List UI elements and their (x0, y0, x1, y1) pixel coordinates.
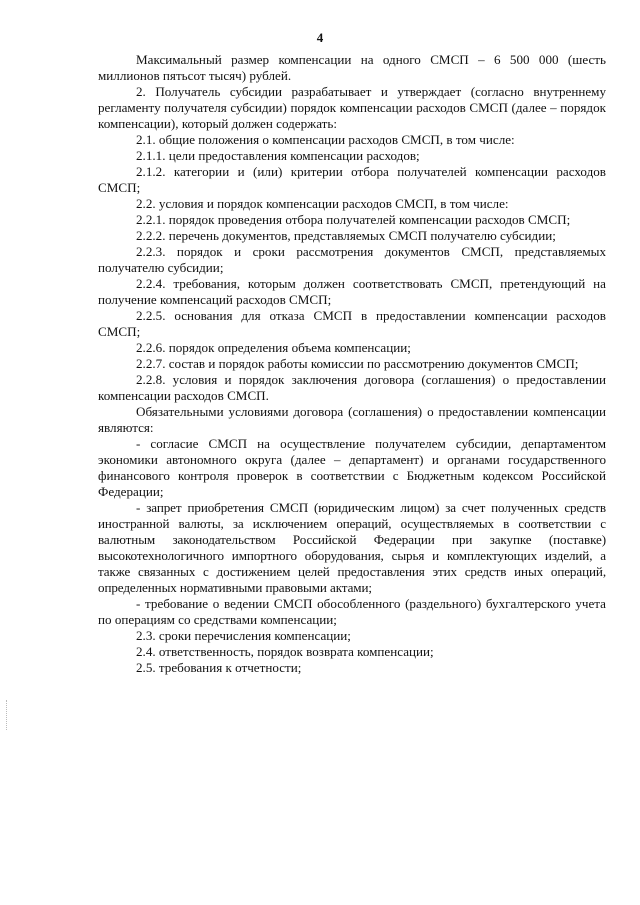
paragraph-2-5: 2.5. требования к отчетности; (136, 660, 302, 675)
document-body (98, 52, 606, 676)
paragraph-2-2-1: 2.2.1. порядок проведения отбора получателей компенсации расходов СМСП; (136, 212, 571, 227)
scan-margin-mark (6, 700, 8, 730)
list-item-currency-ban: - запрет приобретения СМСП (юридическим лицом) за счет полученных средств иностранной валюты, за исключением операций, осуществляемых в соответствии с валютным законодательством Российской Федерации при закупке (поставке) высокотехнологичного импортного оборудования, сырья и комплектующих изделий, а также связанных с достижением целей предоставления этих средств иных операций, определенных нормативными правовыми актами; (98, 500, 606, 595)
list-item-separate-accounting: - требование о ведении СМСП обособленного (раздельного) бухгалтерского учета по операциям со средствами компенсации; (98, 596, 606, 627)
paragraph-2-2-6: 2.2.6. порядок определения объема компенсации; (136, 340, 411, 355)
paragraph-2-2-7: 2.2.7. состав и порядок работы комиссии по рассмотрению документов СМСП; (136, 356, 579, 371)
paragraph-2-2: 2.2. условия и порядок компенсации расходов СМСП, в том числе: (136, 196, 509, 211)
page-number: 4 (316, 30, 324, 45)
paragraph-2-2-5: 2.2.5. основания для отказа СМСП в предоставлении компенсации расходов СМСП; (98, 308, 606, 339)
paragraph-2-2-3: 2.2.3. порядок и сроки рассмотрения документов СМСП, представляемых получателю субсидии; (98, 244, 606, 275)
paragraph-2-3: 2.3. сроки перечисления компенсации; (136, 628, 351, 643)
paragraph-2-2-8: 2.2.8. условия и порядок заключения договора (соглашения) о предоставлении компенсации расходов СМСП. (98, 372, 606, 403)
paragraph-2-2-4: 2.2.4. требования, которым должен соответствовать СМСП, претендующий на получение компенсаций расходов СМСП; (98, 276, 606, 307)
paragraph-2-1-1: 2.1.1. цели предоставления компенсации расходов; (136, 148, 420, 163)
paragraph-2-1: 2.1. общие положения о компенсации расходов СМСП, в том числе: (136, 132, 515, 147)
paragraph-2: 2. Получатель субсидии разрабатывает и утверждает (согласно внутреннему регламенту получателя субсидии) порядок компенсации расходов СМСП (далее – порядок компенсации), который должен содержать: (98, 84, 606, 131)
paragraph-mandatory-conditions: Обязательными условиями договора (соглашения) о предоставлении компенсации являются: (98, 404, 606, 435)
paragraph-max-compensation: Максимальный размер компенсации на одного СМСП – 6 500 000 (шесть миллионов пятьсот тысяч) рублей. (98, 52, 606, 83)
list-item-consent: - согласие СМСП на осуществление получателем субсидии, департаментом экономики автономного округа (далее – департамент) и органами государственного финансового контроля проверок в соответствии с Бюджетным кодексом Российской Федерации; (98, 436, 606, 499)
paragraph-2-4: 2.4. ответственность, порядок возврата компенсации; (136, 644, 434, 659)
paragraph-2-2-2: 2.2.2. перечень документов, представляемых СМСП получателю субсидии; (136, 228, 556, 243)
paragraph-2-1-2: 2.1.2. категории и (или) критерии отбора получателей компенсации расходов СМСП; (98, 164, 606, 195)
